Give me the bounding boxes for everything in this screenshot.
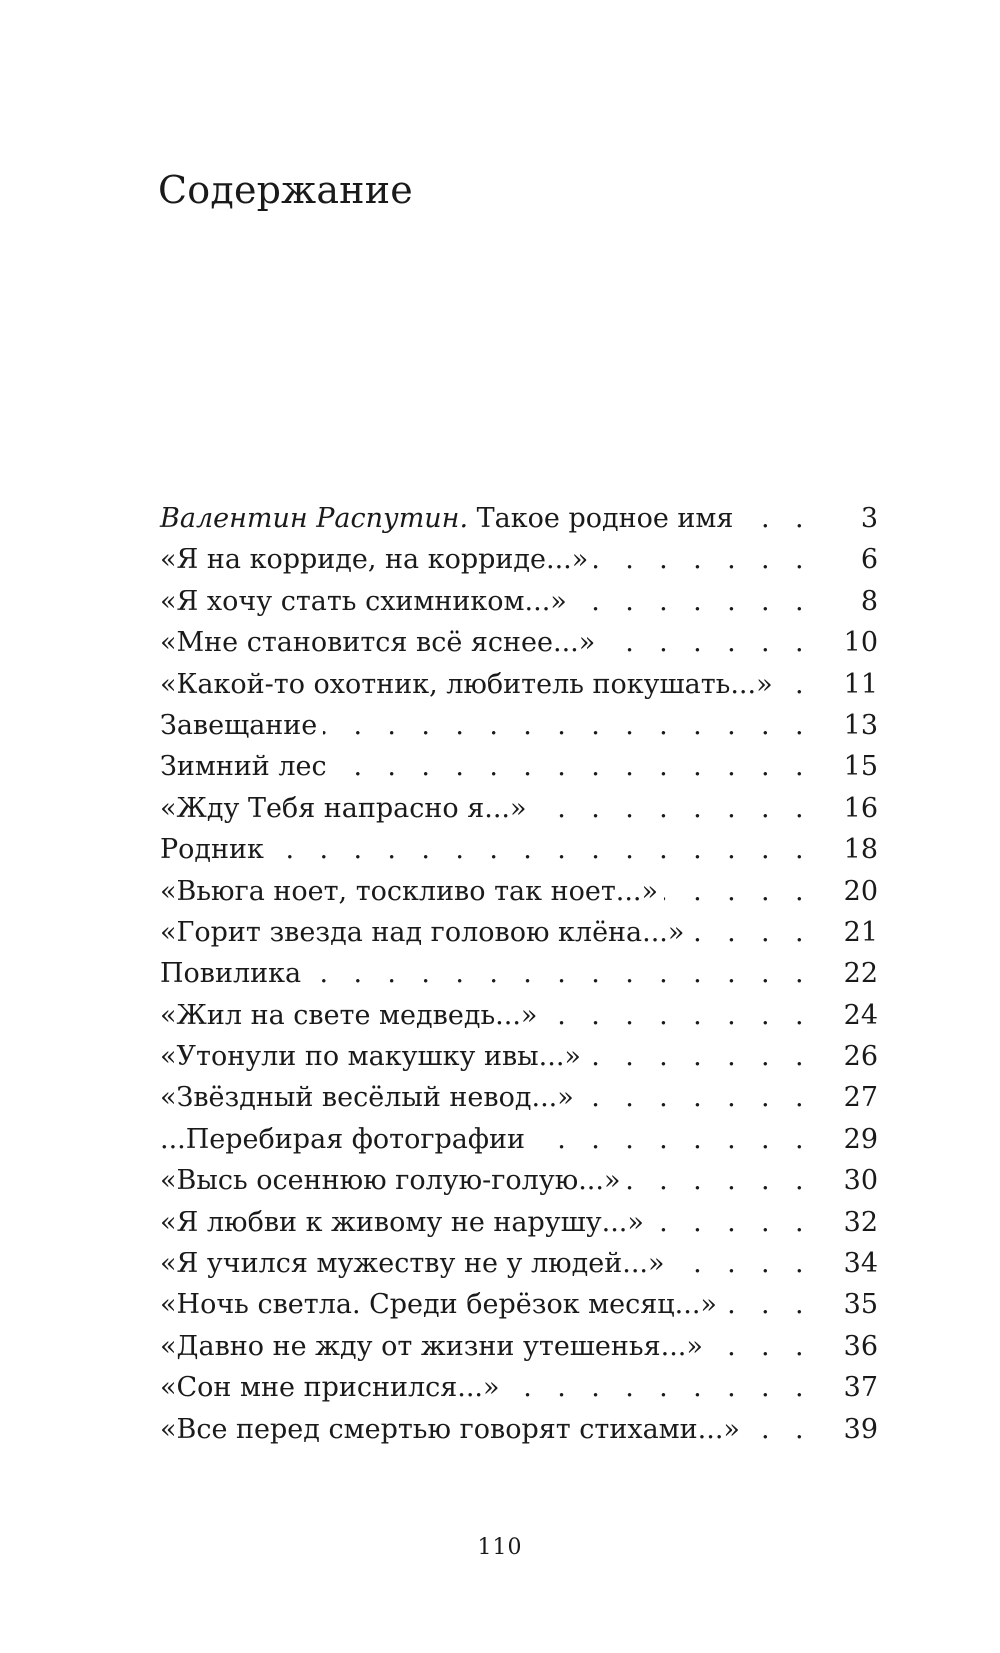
toc-entry-page-number: 21 [843, 916, 878, 948]
toc-entry-title [160, 581, 573, 622]
toc-entry [160, 1243, 878, 1284]
toc-entry-page-number: 32 [843, 1206, 878, 1238]
dot-leader [573, 581, 822, 622]
toc-entry [160, 539, 878, 580]
toc-entry-title-text: «Жду Тебя напрасно я...» [160, 792, 527, 824]
page-title: Содержание [158, 168, 413, 212]
toc-entry [160, 912, 878, 953]
toc-entry-author: Валентин Распутин. [160, 503, 469, 534]
dot-leader [739, 498, 822, 539]
toc-entry-title [160, 705, 323, 746]
toc-entry-title-text: «Какой-то охотник, любитель покушать...» [160, 668, 773, 700]
toc-entry-title [160, 912, 690, 953]
toc-entry-title-text: «Давно не жду от жизни утешенья...» [160, 1330, 703, 1362]
toc-entry-title-text: «Я учился мужеству не у людей...» [160, 1248, 665, 1280]
table-of-contents [160, 498, 878, 1450]
toc-entry-page-number: 37 [843, 1372, 878, 1404]
toc-entry-title [160, 1119, 531, 1160]
toc-entry-page-number: 18 [843, 834, 878, 866]
toc-entry-page-number: 22 [843, 958, 878, 990]
toc-entry-page-number: 20 [843, 875, 878, 907]
toc-entry-title [160, 871, 664, 912]
toc-entry-title [160, 1367, 506, 1408]
toc-entry-page-number: 27 [843, 1082, 878, 1114]
toc-entry [160, 746, 878, 787]
toc-entry-title [160, 1160, 626, 1201]
dot-leader [587, 1036, 822, 1077]
dot-leader [626, 1160, 822, 1201]
toc-entry-title-text: «Мне становится всё яснее...» [160, 627, 596, 659]
toc-entry [160, 1284, 878, 1325]
toc-entry-title-text: Родник [160, 834, 264, 866]
toc-entry-page-number: 15 [843, 751, 878, 783]
dot-leader [779, 664, 822, 705]
page-number: 110 [477, 1535, 523, 1560]
dot-leader [709, 1326, 822, 1367]
toc-entry-title-text: «Я на корриде, на корриде...» [160, 544, 589, 576]
toc-entry-page-number: 34 [843, 1248, 878, 1280]
toc-entry-title-text: «Жил на свете медведь...» [160, 999, 538, 1031]
dot-leader [506, 1367, 822, 1408]
toc-entry-page-number: 35 [843, 1289, 878, 1321]
dot-leader [723, 1284, 822, 1325]
dot-leader [333, 746, 822, 787]
toc-entry [160, 622, 878, 663]
toc-entry-title-text: «Ночь светла. Среди берёзок месяц...» [160, 1289, 717, 1321]
toc-entry-page-number: 11 [843, 668, 878, 700]
toc-entry-page-number: 8 [860, 585, 878, 617]
toc-entry-title [160, 1326, 709, 1367]
dot-leader [543, 995, 822, 1036]
dot-leader [580, 1077, 822, 1118]
toc-entry-title [160, 664, 779, 705]
toc-entry [160, 1036, 878, 1077]
toc-entry-title [160, 746, 333, 787]
toc-entry-title-text: Завещание [160, 709, 318, 741]
toc-entry-title [160, 788, 533, 829]
toc-entry-page-number: 24 [843, 999, 878, 1031]
toc-entry-title [160, 622, 601, 663]
toc-entry-page-number: 39 [843, 1413, 878, 1445]
toc-entry [160, 1160, 878, 1201]
toc-entry-page-number: 3 [860, 503, 878, 534]
dot-leader [650, 1202, 822, 1243]
dot-leader [533, 788, 822, 829]
toc-entry-title [160, 953, 307, 994]
toc-entry-title [160, 995, 543, 1036]
dot-leader [690, 912, 822, 953]
toc-entry [160, 1077, 878, 1118]
toc-entry-page-number: 6 [860, 544, 878, 576]
toc-entry-title [160, 1077, 580, 1118]
toc-entry-title-text: «Сон мне приснился...» [160, 1372, 500, 1404]
toc-entry [160, 1202, 878, 1243]
toc-entry [160, 498, 878, 539]
toc-entry [160, 664, 878, 705]
toc-entry-title-text: «Горит звезда над головою клёна...» [160, 916, 685, 948]
toc-entry-page-number: 36 [843, 1330, 878, 1362]
toc-entry-page-number: 26 [843, 1041, 878, 1073]
toc-entry-title-text: ...Перебирая фотографии [160, 1123, 526, 1155]
toc-entry-title-text: «Высь осеннюю голую-голую...» [160, 1165, 621, 1197]
dot-leader [594, 539, 822, 580]
toc-entry-title-text: Зимний лес [160, 751, 327, 783]
dot-leader [270, 829, 822, 870]
toc-entry [160, 1367, 878, 1408]
dot-leader [746, 1409, 822, 1450]
toc-entry-page-number: 30 [843, 1165, 878, 1197]
toc-entry-title-text: «Утонули по макушку ивы...» [160, 1041, 581, 1073]
toc-entry-title-text: «Я хочу стать схимником...» [160, 585, 567, 617]
dot-leader [671, 1243, 822, 1284]
toc-entry [160, 581, 878, 622]
toc-entry-title [160, 1036, 587, 1077]
toc-entry-page-number: 10 [843, 627, 878, 659]
toc-entry-title-text: «Звёздный весёлый невод...» [160, 1082, 574, 1114]
toc-entry [160, 1119, 878, 1160]
toc-entry-page-number: 29 [843, 1123, 878, 1155]
toc-entry-title-text: «Я любви к живому не нарушу...» [160, 1206, 644, 1238]
toc-entry [160, 788, 878, 829]
toc-entry-title [160, 1202, 650, 1243]
toc-entry [160, 705, 878, 746]
toc-entry [160, 995, 878, 1036]
toc-entry-title [160, 1409, 746, 1450]
toc-entry [160, 829, 878, 870]
toc-entry-title [160, 829, 270, 870]
toc-entry-page-number: 13 [843, 709, 878, 741]
toc-entry-title [160, 1243, 671, 1284]
toc-entry-title-text: Такое родное имя [468, 503, 734, 534]
toc-entry-title-text: Повилика [160, 958, 302, 990]
dot-leader [664, 871, 822, 912]
toc-entry-title [160, 539, 594, 580]
toc-entry [160, 953, 878, 994]
toc-entry [160, 1409, 878, 1450]
toc-entry [160, 871, 878, 912]
dot-leader [323, 705, 822, 746]
dot-leader [307, 953, 822, 994]
toc-entry [160, 1326, 878, 1367]
dot-leader [601, 622, 822, 663]
toc-entry-title-text: «Вьюга ноет, тоскливо так ноет...» [160, 875, 659, 907]
toc-entry-title-text: «Все перед смертью говорят стихами...» [160, 1413, 740, 1445]
toc-entry-page-number: 16 [843, 792, 878, 824]
dot-leader [531, 1119, 822, 1160]
toc-entry-title [160, 1284, 723, 1325]
toc-entry-title [160, 498, 739, 539]
